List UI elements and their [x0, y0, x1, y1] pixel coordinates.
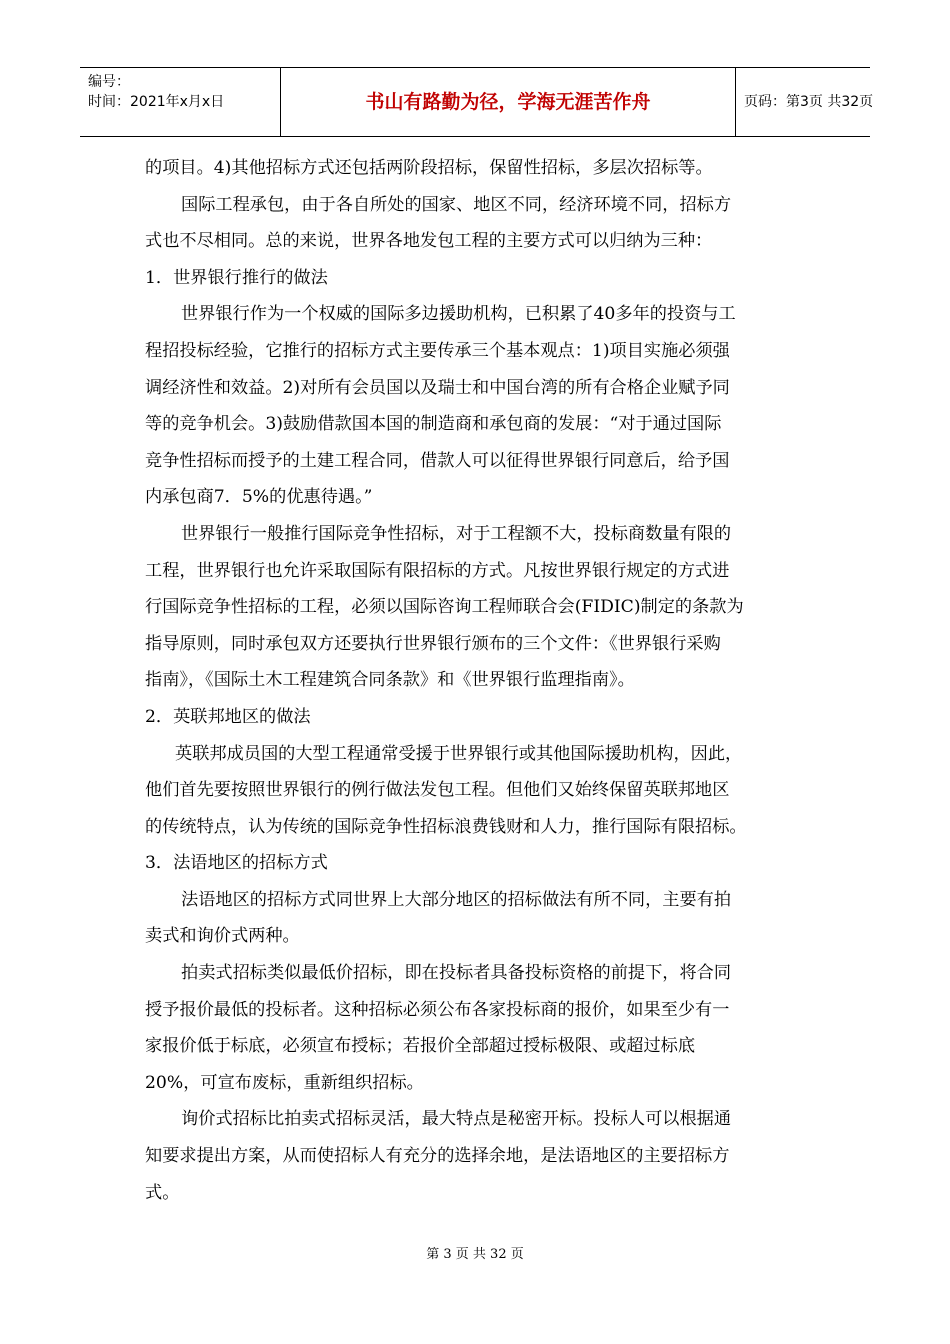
- body-line: 英联邦成员国的大型工程通常受援于世界银行或其他国际援助机构，因此，: [175, 743, 743, 764]
- body-line: 20%，可宣布废标，重新组织招标。: [145, 1072, 424, 1093]
- document-body: [145, 150, 807, 1211]
- section-heading: 3．法语地区的招标方式: [145, 853, 328, 874]
- body-line: 的项目。4)其他招标方式还包括两阶段招标，保留性招标，多层次招标等。: [145, 158, 713, 178]
- body-line: 法语地区的招标方式同世界上大部分地区的招标做法有所不同，主要有拍: [181, 889, 732, 910]
- body-line: 内承包商7．5%的优惠待遇。”: [145, 487, 373, 508]
- body-line: 式也不尽相同。总的来说，世界各地发包工程的主要方式可以归纳为三种：: [145, 231, 713, 252]
- body-line: 的传统特点，认为传统的国际竞争性招标浪费钱财和人力，推行国际有限招标。: [145, 816, 747, 837]
- body-line: 拍卖式招标类似最低价招标，即在投标者具备投标资格的前提下，将合同: [181, 963, 732, 984]
- body-line: 卖式和询价式两种。: [145, 926, 300, 947]
- header-page-info: 页码：第3页 共32页: [744, 94, 874, 110]
- body-line: 国际工程承包，由于各自所处的国家、地区不同，经济环境不同，招标方: [181, 194, 732, 215]
- body-line: 询价式招标比拍卖式招标灵活，最大特点是秘密开标。投标人可以根据通: [181, 1109, 732, 1130]
- body-line: 指南》，《国际土木工程建筑合同条款》和《世界银行监理指南》。: [145, 670, 635, 691]
- body-line: 家报价低于标底，必须宣布授标；若报价全部超过授标极限、或超过标底: [145, 1036, 696, 1057]
- body-line: 调经济性和效益。2)对所有会员国以及瑞士和中国台湾的所有合格企业赋予同: [145, 377, 730, 398]
- header-motto: 书山有路勤为径，学海无涯苦作舟: [365, 91, 651, 113]
- body-line: 世界银行一般推行国际竞争性招标，对于工程额不大，投标商数量有限的: [181, 523, 732, 544]
- body-line: 等的竞争机会。3)鼓励借款国本国的制造商和承包商的发展：“对于通过国际: [145, 414, 722, 435]
- page-header: [80, 67, 874, 137]
- document-date: 时间：2021年x月x日: [88, 94, 225, 110]
- header-meta: [80, 68, 280, 136]
- section-heading: 1．世界银行推行的做法: [145, 267, 328, 288]
- body-line: 程招投标经验，它推行的招标方式主要传承三个基本观点：1)项目实施必须强: [145, 340, 730, 361]
- page-footer: 第 3 页 共 32 页: [426, 1247, 524, 1262]
- body-line: 知要求提出方案，从而使招标人有充分的选择余地，是法语地区的主要招标方: [145, 1146, 730, 1167]
- document-number-label: 编号：: [88, 74, 130, 90]
- body-line: 工程，世界银行也允许采取国际有限招标的方式。凡按世界银行规定的方式进: [145, 560, 730, 581]
- body-line: 式。: [145, 1182, 180, 1203]
- body-line: 竞争性招标而授予的土建工程合同，借款人可以征得世界银行同意后，给予国: [145, 450, 730, 471]
- section-heading: 2．英联邦地区的做法: [145, 706, 311, 727]
- body-line: 行国际竞争性招标的工程，必须以国际咨询工程师联合会(FIDIC)制定的条款为: [145, 597, 744, 618]
- body-line: 世界银行作为一个权威的国际多边援助机构，已积累了40多年的投资与工: [181, 304, 736, 325]
- body-line: 指导原则，同时承包双方还要执行世界银行颁布的三个文件：《世界银行采购: [145, 633, 721, 654]
- body-line: 他们首先要按照世界银行的例行做法发包工程。但他们又始终保留英联邦地区: [145, 780, 730, 801]
- body-line: 授予报价最低的投标者。这种招标必须公布各家投标商的报价，如果至少有一: [145, 999, 730, 1020]
